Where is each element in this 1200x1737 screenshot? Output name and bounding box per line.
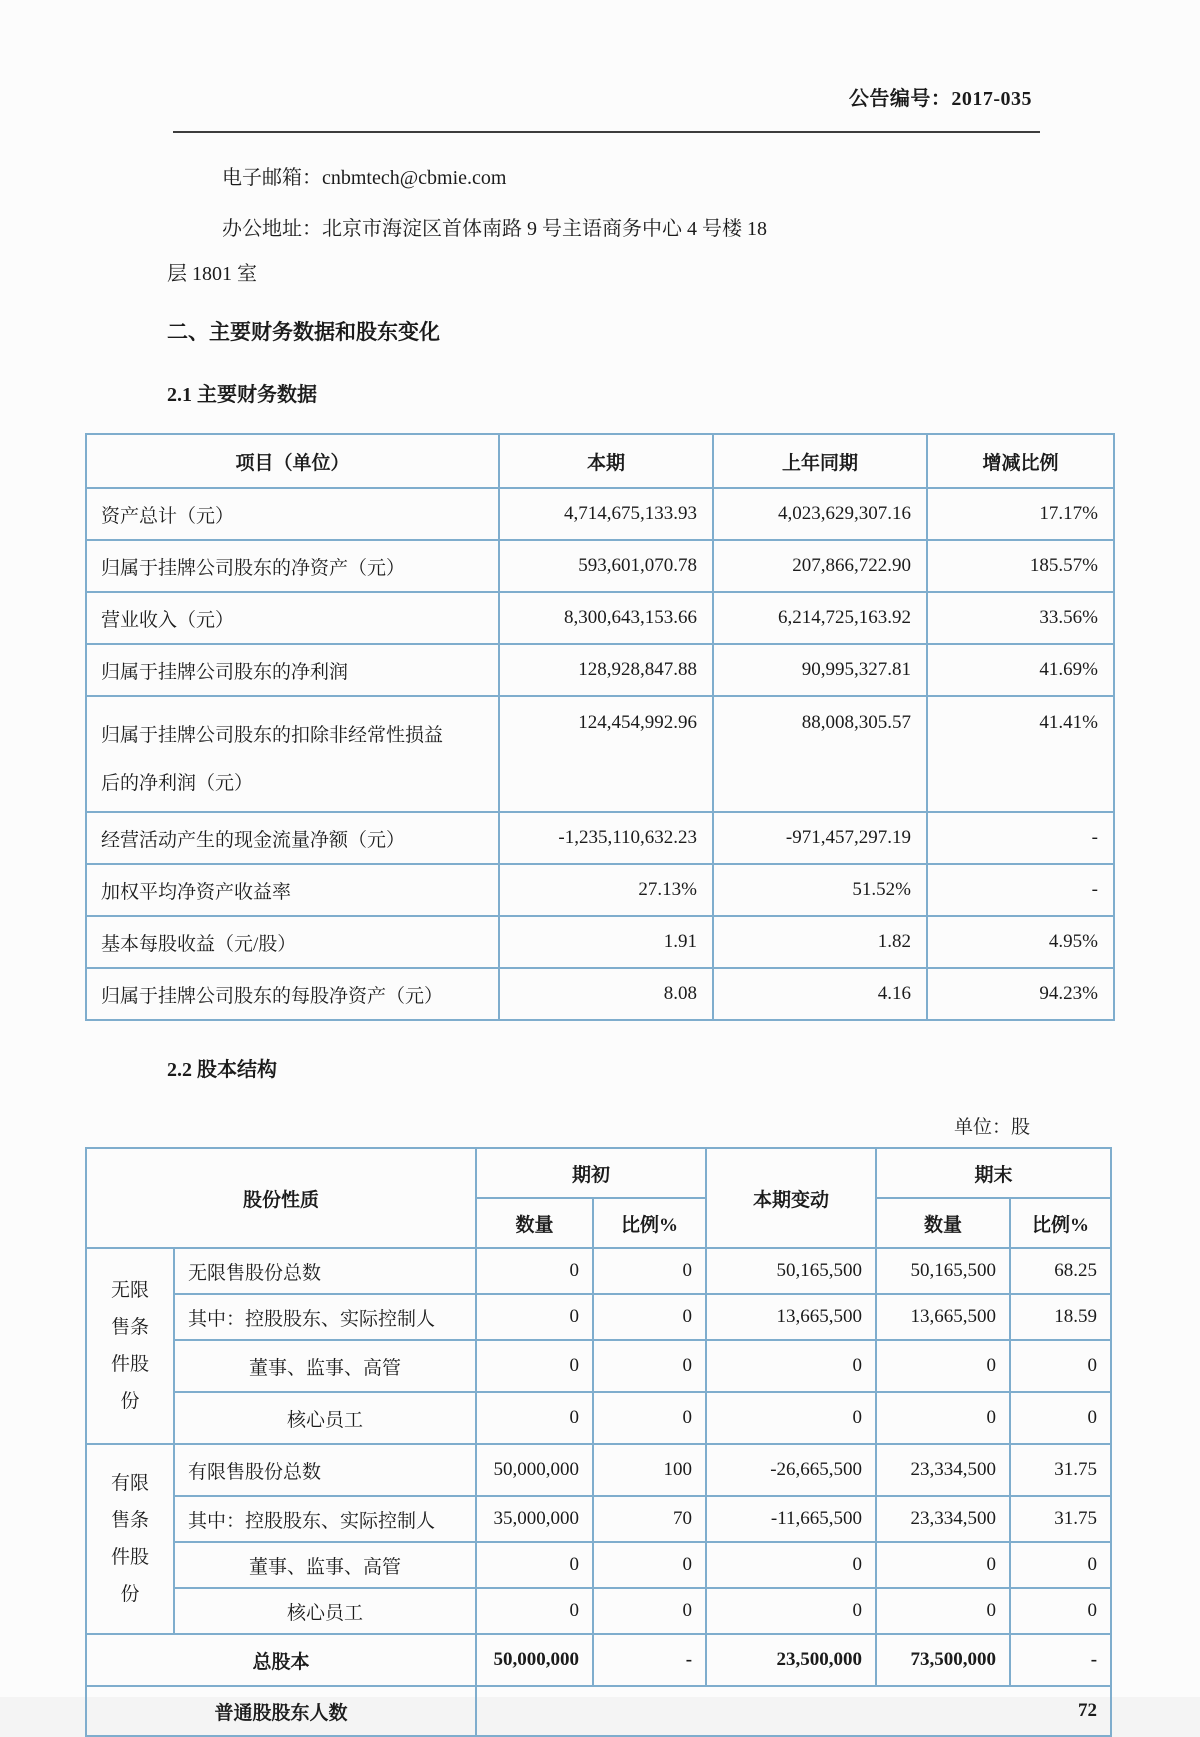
change-cell: -11,665,500 — [706, 1496, 876, 1542]
pct-end-cell: 0 — [1010, 1392, 1111, 1444]
item-cell: 有限售股份总数 — [174, 1444, 476, 1496]
item-cell: 核心员工 — [174, 1392, 476, 1444]
change-cell: -26,665,500 — [706, 1444, 876, 1496]
table-row — [86, 916, 1114, 968]
col-header-begin: 期初 — [476, 1148, 706, 1198]
change-cell: 41.69% — [927, 644, 1114, 696]
change-cell: 50,165,500 — [706, 1248, 876, 1294]
change-cell: 0 — [706, 1588, 876, 1634]
qty-end-cell: 0 — [876, 1588, 1010, 1634]
total-row — [86, 1634, 1111, 1686]
current-cell: 27.13% — [499, 864, 713, 916]
item-cell: 无限售股份总数 — [174, 1248, 476, 1294]
email-line: 电子邮箱：cnbmtech@cbmie.com — [222, 167, 507, 189]
table-row — [86, 1248, 1111, 1294]
qty-begin-cell: 0 — [476, 1340, 593, 1392]
change-cell: 23,500,000 — [706, 1634, 876, 1686]
group-label-restricted — [86, 1444, 174, 1634]
change-cell: 4.95% — [927, 916, 1114, 968]
col-header-end: 期末 — [876, 1148, 1111, 1198]
change-cell: 0 — [706, 1340, 876, 1392]
current-cell: 124,454,992.96 — [499, 696, 713, 812]
col-header-current: 本期 — [499, 434, 713, 488]
col-header-share-nature: 股份性质 — [86, 1148, 476, 1248]
item-cell: 其中：控股股东、实际控制人 — [174, 1294, 476, 1340]
address-line-2: 层 1801 室 — [167, 263, 257, 285]
table-row — [86, 592, 1114, 644]
pct-begin-cell: 0 — [593, 1588, 706, 1634]
current-cell: -1,235,110,632.23 — [499, 812, 713, 864]
prior-cell: 4.16 — [713, 968, 927, 1020]
header-rule — [173, 131, 1040, 133]
col-header-change: 增减比例 — [927, 434, 1114, 488]
pct-begin-cell: 70 — [593, 1496, 706, 1542]
pct-end-cell: 31.75 — [1010, 1496, 1111, 1542]
item-cell — [86, 696, 499, 812]
pct-end-cell: 31.75 — [1010, 1444, 1111, 1496]
current-cell: 4,714,675,133.93 — [499, 488, 713, 540]
prior-cell: 90,995,327.81 — [713, 644, 927, 696]
col-header-change: 本期变动 — [706, 1148, 876, 1248]
item-cell: 其中：控股股东、实际控制人 — [174, 1496, 476, 1542]
table-row — [86, 1392, 1111, 1444]
doc-number: 公告编号：2017-035 — [848, 88, 1032, 110]
col-header-item: 项目（单位） — [86, 434, 499, 488]
item-cell: 基本每股收益（元/股） — [86, 916, 499, 968]
qty-begin-cell: 0 — [476, 1542, 593, 1588]
pct-end-cell: 68.25 — [1010, 1248, 1111, 1294]
qty-end-cell: 0 — [876, 1542, 1010, 1588]
col-header-qty-begin: 数量 — [476, 1198, 593, 1248]
pct-begin-cell: 0 — [593, 1542, 706, 1588]
col-header-qty-end: 数量 — [876, 1198, 1010, 1248]
current-cell: 8.08 — [499, 968, 713, 1020]
change-cell: 13,665,500 — [706, 1294, 876, 1340]
pct-end-cell: 0 — [1010, 1340, 1111, 1392]
pct-begin-cell: 100 — [593, 1444, 706, 1496]
change-cell: 0 — [706, 1542, 876, 1588]
pct-begin-cell: 0 — [593, 1340, 706, 1392]
pct-begin-cell: 0 — [593, 1294, 706, 1340]
item-cell: 归属于挂牌公司股东的每股净资产（元） — [86, 968, 499, 1020]
pct-end-cell: 0 — [1010, 1542, 1111, 1588]
table-row — [86, 1294, 1111, 1340]
table-header-row — [86, 1148, 1111, 1198]
item-cell: 董事、监事、高管 — [174, 1340, 476, 1392]
item-cell: 核心员工 — [174, 1588, 476, 1634]
prior-cell: 4,023,629,307.16 — [713, 488, 927, 540]
unit-note: 单位：股 — [953, 1117, 1030, 1138]
qty-end-cell: 0 — [876, 1340, 1010, 1392]
current-cell: 593,601,070.78 — [499, 540, 713, 592]
table-row — [86, 1496, 1111, 1542]
qty-begin-cell: 0 — [476, 1392, 593, 1444]
prior-cell: 51.52% — [713, 864, 927, 916]
col-header-prior: 上年同期 — [713, 434, 927, 488]
change-cell: - — [927, 864, 1114, 916]
prior-cell: -971,457,297.19 — [713, 812, 927, 864]
table-row — [86, 864, 1114, 916]
qty-begin-cell: 0 — [476, 1588, 593, 1634]
group-label-unrestricted — [86, 1248, 174, 1444]
item-text: 归属于挂牌公司股东的扣除非经常性损益后的净利润（元） — [101, 725, 444, 794]
qty-end-cell: 0 — [876, 1392, 1010, 1444]
group-label-text: 有限售条件股份 — [110, 1472, 149, 1606]
current-cell: 8,300,643,153.66 — [499, 592, 713, 644]
item-cell: 归属于挂牌公司股东的净资产（元） — [86, 540, 499, 592]
current-cell: 1.91 — [499, 916, 713, 968]
item-cell: 加权平均净资产收益率 — [86, 864, 499, 916]
holders-value-cell: 72 — [476, 1686, 1111, 1736]
qty-begin-cell: 50,000,000 — [476, 1444, 593, 1496]
pct-end-cell: 0 — [1010, 1588, 1111, 1634]
table-row — [86, 968, 1114, 1020]
section-2-1-heading: 2.1 主要财务数据 — [167, 384, 317, 406]
pct-end-cell: 18.59 — [1010, 1294, 1111, 1340]
table-row — [86, 540, 1114, 592]
item-cell: 归属于挂牌公司股东的净利润 — [86, 644, 499, 696]
group-label-text: 无限售条件股份 — [110, 1279, 149, 1413]
change-cell: 0 — [706, 1392, 876, 1444]
item-cell: 营业收入（元） — [86, 592, 499, 644]
share-structure-table — [85, 1147, 1112, 1737]
table-row — [86, 644, 1114, 696]
table-row — [86, 696, 1114, 812]
table-row — [86, 488, 1114, 540]
change-cell: 33.56% — [927, 592, 1114, 644]
table-row — [86, 1588, 1111, 1634]
financial-data-table — [85, 433, 1115, 1021]
change-cell: - — [927, 812, 1114, 864]
section-2-heading: 二、主要财务数据和股东变化 — [167, 320, 440, 344]
item-cell: 经营活动产生的现金流量净额（元） — [86, 812, 499, 864]
pct-end-cell: - — [1010, 1634, 1111, 1686]
table-header-row — [86, 434, 1114, 488]
item-cell: 资产总计（元） — [86, 488, 499, 540]
current-cell: 128,928,847.88 — [499, 644, 713, 696]
qty-begin-cell: 0 — [476, 1294, 593, 1340]
address-line-1: 办公地址：北京市海淀区首体南路 9 号主语商务中心 4 号楼 18 — [222, 218, 767, 240]
pct-begin-cell: 0 — [593, 1392, 706, 1444]
qty-end-cell: 50,165,500 — [876, 1248, 1010, 1294]
prior-cell: 6,214,725,163.92 — [713, 592, 927, 644]
holders-row — [86, 1686, 1111, 1736]
item-cell: 董事、监事、高管 — [174, 1542, 476, 1588]
change-cell: 41.41% — [927, 696, 1114, 812]
pct-begin-cell: - — [593, 1634, 706, 1686]
table-row — [86, 1444, 1111, 1496]
qty-begin-cell: 35,000,000 — [476, 1496, 593, 1542]
qty-begin-cell: 50,000,000 — [476, 1634, 593, 1686]
table-row — [86, 1340, 1111, 1392]
section-2-2-heading: 2.2 股本结构 — [167, 1059, 277, 1081]
holders-label-cell: 普通股股东人数 — [86, 1686, 476, 1736]
col-header-pct-end: 比例% — [1010, 1198, 1111, 1248]
pct-begin-cell: 0 — [593, 1248, 706, 1294]
change-cell: 17.17% — [927, 488, 1114, 540]
prior-cell: 1.82 — [713, 916, 927, 968]
table-row — [86, 1542, 1111, 1588]
qty-end-cell: 23,334,500 — [876, 1496, 1010, 1542]
prior-cell: 88,008,305.57 — [713, 696, 927, 812]
prior-cell: 207,866,722.90 — [713, 540, 927, 592]
change-cell: 94.23% — [927, 968, 1114, 1020]
qty-end-cell: 13,665,500 — [876, 1294, 1010, 1340]
change-cell: 185.57% — [927, 540, 1114, 592]
qty-end-cell: 23,334,500 — [876, 1444, 1010, 1496]
qty-begin-cell: 0 — [476, 1248, 593, 1294]
total-label-cell: 总股本 — [86, 1634, 476, 1686]
qty-end-cell: 73,500,000 — [876, 1634, 1010, 1686]
col-header-pct-begin: 比例% — [593, 1198, 706, 1248]
table-row — [86, 812, 1114, 864]
